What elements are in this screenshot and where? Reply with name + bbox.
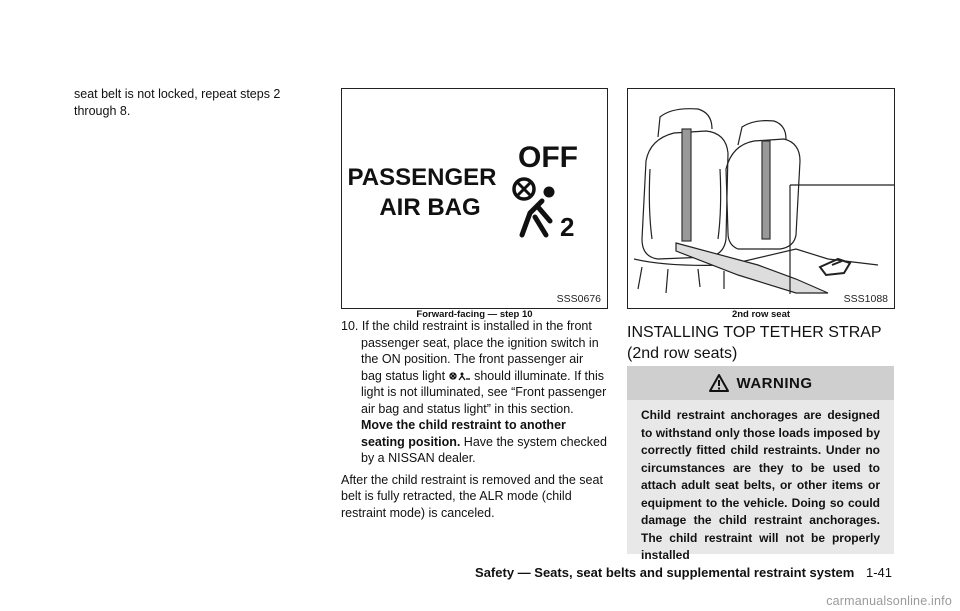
intro-paragraph: seat belt is not locked, repeat steps 2 through 8. [74,87,281,118]
page-number: 1-41 [865,565,892,580]
step-text-continued: should illuminate. If this light is not illuminated, see “Front passenger air bag and status light” in this section. [361,368,607,416]
intro-text [74,86,322,119]
passenger-airbag-off-icon [342,89,607,308]
figure-code: SSS0676 [556,293,601,305]
warning-text: Child restraint anchorages are designed to withstand only those loads imposed by correctly fitted child restraints. Under no circumstances are they to be used to attach adult seat belts, or other items or equipment to the vehicle. Doing so could damage the child restraint anchorages. The child restraint will not be properly installed [641,408,880,562]
step-10-text [341,318,607,521]
figure-caption: Forward-facing — step 10 [416,309,533,320]
airbag-person-icon [514,179,555,235]
step-text-end: Have the system checked by a NISSAN dealer. [361,434,607,465]
section-heading: INSTALLING TOP TETHER STRAP (2nd row seats) [627,324,882,362]
rear-seat-tether-illustration [628,89,894,308]
warning-box [627,366,894,562]
passenger-label: PASSENGER [347,164,497,191]
figure-caption: 2nd row seat [731,309,791,320]
off-label: OFF [518,141,578,174]
footer-section-title: Safety — Seats, seat belts and supplemental restraint system [475,565,855,580]
figure-passenger-airbag [341,88,608,309]
figure-code: SSS1088 [843,293,888,305]
step-10 [341,318,607,467]
passenger-airbag-status-icon [449,371,471,381]
page-footer [475,565,892,580]
step-bold-text: Move the child restraint to another seating position. [361,418,566,449]
warning-title: WARNING [736,374,813,392]
seat-number: 2 [560,212,575,242]
watermark: carmanualsonline.info [826,594,952,608]
warning-header [627,366,894,400]
step-number: 10. [341,319,359,333]
airbag-label: AIR BAG [379,194,481,221]
figure-rear-seats [627,88,895,309]
warning-triangle-icon [709,374,729,392]
step-text: If the child restraint is installed in the front passenger seat, place the ignition switch in the ON position. The front passenger air bag status light [361,319,599,383]
alr-paragraph: After the child restraint is removed and the seat belt is fully retracted, the ALR mode (child restraint mode) is canceled. [341,472,603,520]
